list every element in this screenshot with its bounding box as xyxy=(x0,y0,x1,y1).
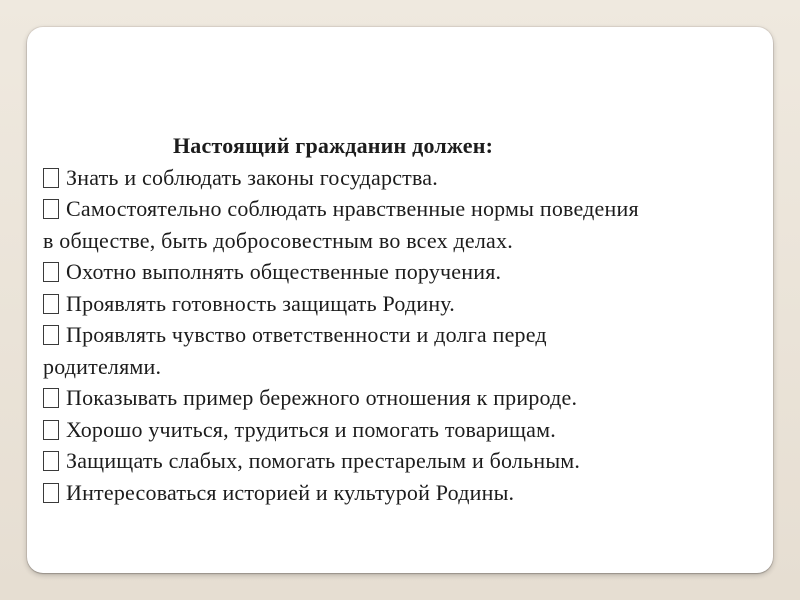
list-item-continuation: родителями. xyxy=(43,353,162,379)
square-bullet-icon xyxy=(43,420,59,440)
square-bullet-icon xyxy=(43,168,59,188)
list-item xyxy=(43,477,783,509)
list-item xyxy=(43,288,783,320)
list-item xyxy=(43,414,783,446)
list-item-text: Охотно выполнять общественные поручения. xyxy=(66,259,502,284)
slide-heading: Настоящий гражданин должен: xyxy=(173,133,494,158)
square-bullet-icon xyxy=(43,325,59,345)
list-item-text: Интересоваться историей и культурой Родины. xyxy=(66,479,515,505)
square-bullet-icon xyxy=(43,451,59,471)
list-item xyxy=(43,193,783,256)
list-item-text: Показывать пример бережного отношения к природе. xyxy=(66,385,578,410)
list-item xyxy=(43,319,783,382)
square-bullet-icon xyxy=(43,199,59,219)
list-item xyxy=(43,445,783,477)
list-item xyxy=(43,256,783,288)
list-item-text: Знать и соблюдать законы государства. xyxy=(66,164,438,190)
list-item-text: Проявлять готовность защищать Родину. xyxy=(66,290,456,316)
slide-content xyxy=(43,130,783,508)
list-item-continuation: в обществе, быть добросовестным во всех делах. xyxy=(43,227,513,253)
slide-card xyxy=(27,27,773,573)
list-item-text: Проявлять чувство ответственности и долга перед xyxy=(66,322,547,347)
square-bullet-icon xyxy=(43,294,59,314)
square-bullet-icon xyxy=(43,388,59,408)
list-item-text: Защищать слабых, помогать престарелым и больным. xyxy=(66,448,581,473)
list-item xyxy=(43,162,783,194)
list-item-text: Самостоятельно соблюдать нравственные нормы поведения xyxy=(66,196,639,221)
list-item xyxy=(43,382,783,414)
square-bullet-icon xyxy=(43,483,59,503)
list-item-text: Хорошо учиться, трудиться и помогать товарищам. xyxy=(66,416,556,442)
square-bullet-icon xyxy=(43,262,59,282)
